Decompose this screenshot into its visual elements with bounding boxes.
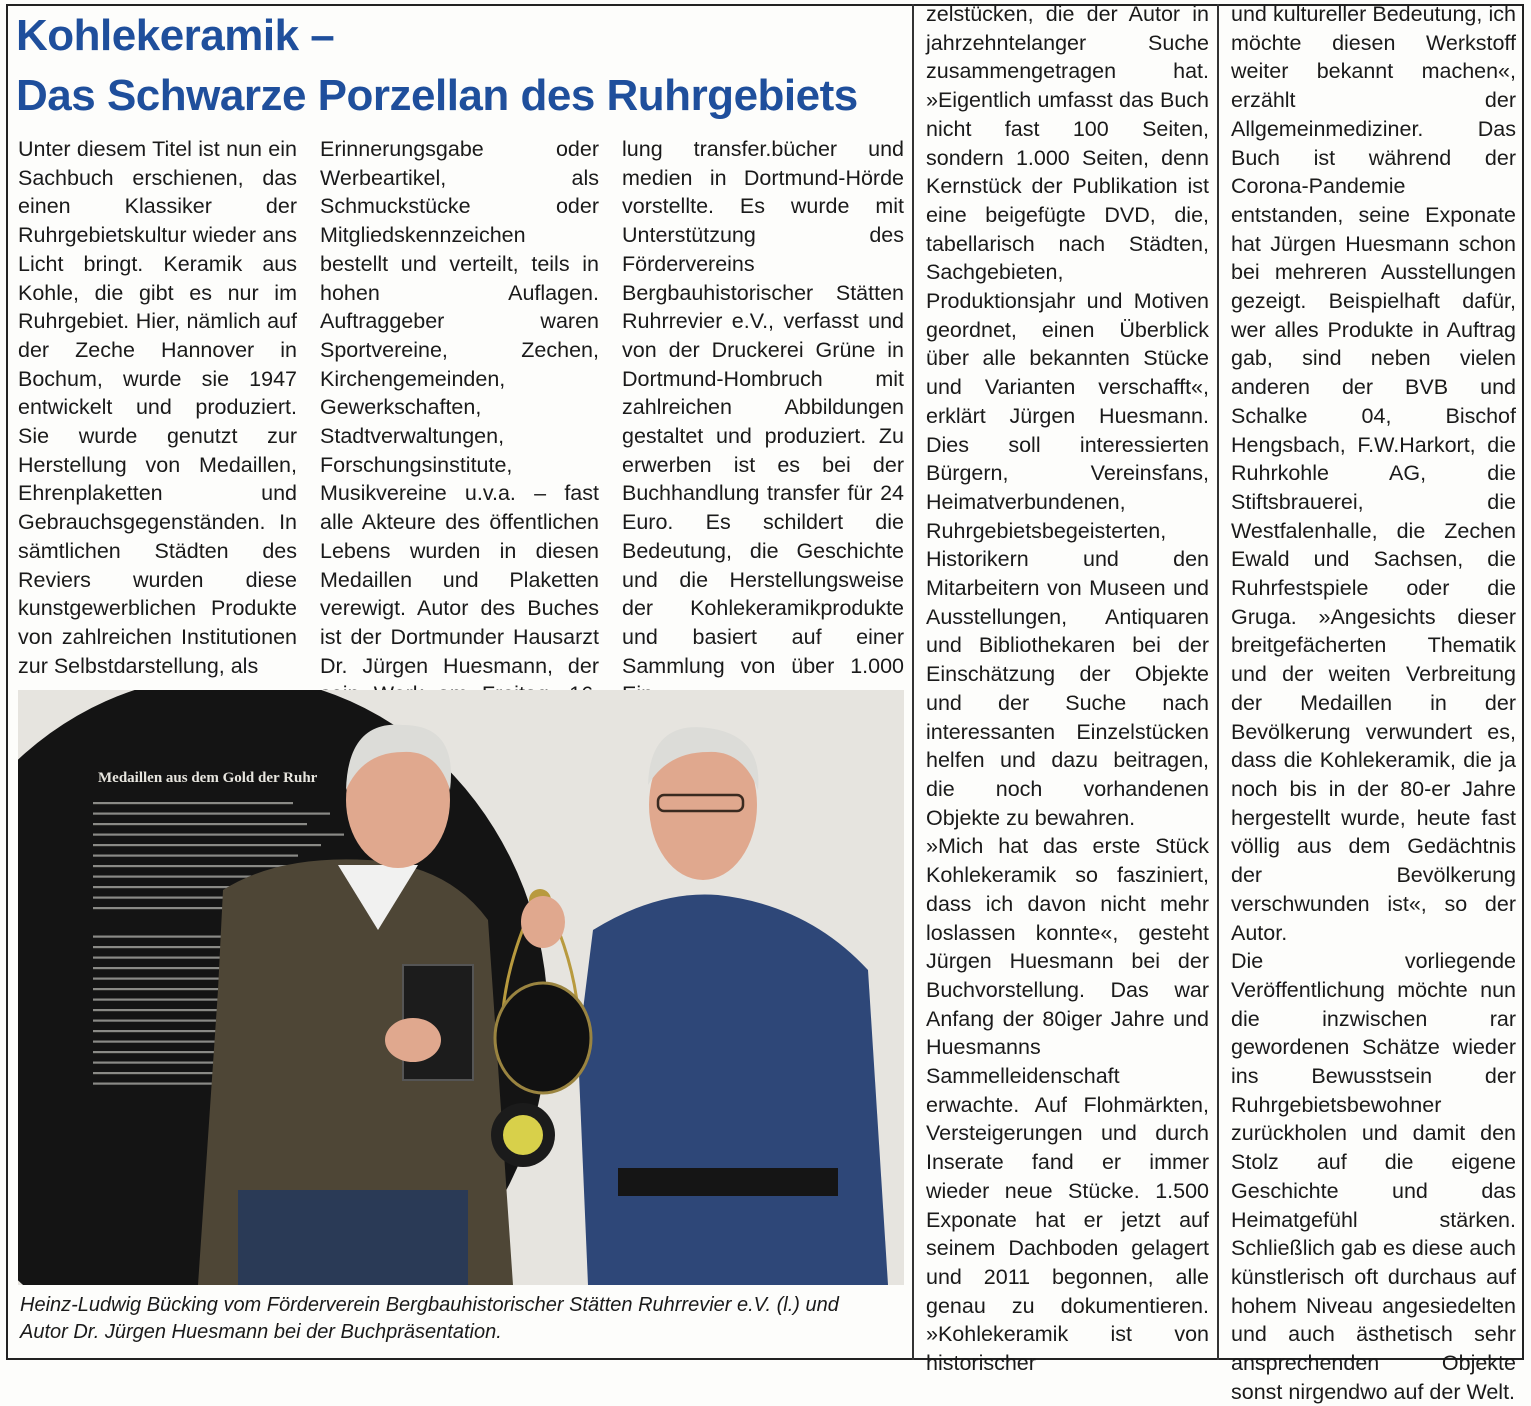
- medal: [495, 983, 591, 1093]
- caption-line-1: Heinz-Ludwig Bücking vom Förderverein Bergbauhistorischer Stätten Ruhrrevier e.V. (l.) und: [20, 1294, 839, 1316]
- right-man-body: [578, 894, 888, 1285]
- paragraph: und kultureller Bedeutung, ich möchte diesen Werkstoff weiter bekannt machen«, erzählt der Allgemeinmediziner. Das Buch ist während der Corona-Pandemie entstanden, seine Exponate hat Jürgen Huesmann schon bei mehreren Ausstellungen gezeigt. Beispielhaft dafür, wer alles Produkte in Auftrag gab, sind neben vielen anderen der BVB und Schalke 04, Bischof Hengsbach, F.W.Harkort, die Ruhrkohle AG, die Stiftsbrauerei, die Westfalenhalle, die Zechen Ewald und Sachsen, die Ruhrfestspiele oder die Gruga. »Angesichts dieser breitgefächerten Thematik und der weiten Verbreitung der Medaillen in der Bevölkerung verwundert es, dass die Kohlekeramik, die ja noch bis in der 80-er Jahre hergestellt wurde, heute fast völlig aus dem Gedächtnis der Bevölkerung verschwunden ist«, so der Autor.: [1231, 2, 1516, 945]
- logo-badge-center: [503, 1115, 543, 1155]
- board-text-line: [93, 813, 330, 815]
- photo-illustration: [18, 690, 904, 1285]
- board-text-line: [93, 834, 344, 836]
- board-title: Medaillen aus dem Gold der Ruhr: [98, 770, 318, 786]
- board-text-line: [93, 844, 321, 846]
- paragraph: lung transfer.bücher und medien in Dortmund-Hörde vorstellte. Es wurde mit Unterstützung des Fördervereins Bergbauhistorischer Stätten Ruhrrevier e.V., verfasst und von der Druckerei Grüne in Dortmund-Hombruch mit zahlreichen Abbildungen gestaltet und produziert. Zu erwerben ist es bei der Buchhandlung transfer für 24 Euro. Es schildert die Bedeutung, die Geschichte und die Herstellungsweise der Kohlekeramikprodukte und basiert auf einer Sammlung von über 1.000: [622, 137, 904, 678]
- paragraph: zelstücken, die der Autor in jahrzehntelanger Suche zusammengetragen hat. »Eigentlich umfasst das Buch nicht fast 100 Seiten, sondern 1.000 Seiten, denn Kernstück der Publikation ist eine beigefügte DVD, die, tabellarisch nach Städten, Sachgebieten, Produktionsjahr und Motiven geordnet, einen Überblick über alle bekannten Stücke und Varianten verschafft«, erklärt Jürgen Huesmann. Dies soll interessierten Bürgern, Vereinsfans, Heimatverbundenen, Ruhrgebietsbegeisterten, Historikern und den Mitarbeitern von Museen und Ausstellungen, Antiquaren und Bibliothekaren bei der Einschätzung der Objekte und der Suche nach interessanten Einzelstücken helfen und dazu beitragen, die noch vorhandenen Objekte zu bewahren.: [926, 2, 1209, 830]
- text-column-5: [1231, 0, 1516, 1406]
- text-column-2: [320, 135, 599, 738]
- board-text-line: [93, 855, 298, 857]
- article-photo: [18, 690, 904, 1285]
- paragraph: Erinnerungsgabe oder Werbeartikel, als Schmuckstücke oder Mitgliedskennzeichen bestellt und verteilt, teils in hohen Auflagen. Auftraggeber waren Sportvereine, Zechen, Kirchengemeinden, Gewerkschaften, Stadtverwaltungen, Forschungsinstitute, Musikvereine u.v.a. – fast alle Akteure des öffentlichen Lebens wurden in diesen Medaillen und Plaketten verewigt. Autor des Buches ist der Dortmunder Hausarzt Dr. Jürgen Huesmann, der: [320, 137, 599, 678]
- headline-line-2: Das Schwarze Porzellan des Ruhrgebiets: [16, 71, 858, 120]
- text-column-3: [622, 135, 904, 709]
- column-rule-right: [1217, 4, 1219, 1360]
- headline: [16, 6, 916, 126]
- paragraph: Unter diesem Titel ist nun ein Sachbuch erschienen, das einen Klassiker der Ruhrgebietskultur wieder ans Licht bringt. Keramik aus Kohle, die gibt es nur im Ruhrgebiet. Hier, nämlich auf der Zeche Hannover in Bochum, wurde sie 1947 entwickelt und produziert. Sie wurde genutzt zur Herstellung von Medaillen, Ehrenplaketten und Gebrauchsgegenständen. In sämtlichen Städten des Reviers wurden diese kunstgewerblichen Produkte von zahlreichen Institutionen zur Selbstdarstellung, als: [18, 137, 297, 678]
- paragraph: »Mich hat das erste Stück Kohlekeramik so fasziniert, dass ich davon nicht mehr loslassen konnte«, gesteht Jürgen Huesmann bei der Buchvorstellung. Das war Anfang der 80iger Jahre und Huesmanns Sammelleidenschaft erwachte. Auf Flohmärkten, Versteigerungen und durch Inserate fand er immer wieder neue Stücke. 1.500 Exponate hat er jetzt auf seinem Dachboden gelagert und 2011 begonnen, alle genau zu dokumentieren. »Kohlekeramik ist von historischer: [926, 834, 1209, 1376]
- left-man-hand: [385, 1018, 441, 1062]
- board-text-line: [93, 823, 307, 825]
- column-rule-mid: [912, 4, 914, 1360]
- left-man-jeans: [238, 1190, 468, 1285]
- board-text-line: [93, 802, 293, 804]
- paragraph: Die vorliegende Veröffentlichung möchte nun die inzwischen rar gewordenen Schätze wieder ins Bewusstsein der Ruhrgebietsbewohner zurückholen und damit den Stolz auf die eigene Geschichte und das Heimatgefühl stärken. Schließlich gab es diese auch künstlerisch oft durchaus auf hohem Niveau angesiedelten und auch ästhetisch sehr ansprechenden Objekte sonst nirgendwo auf der Welt.: [1231, 949, 1516, 1404]
- photo-caption: [20, 1292, 910, 1346]
- caption-line-2: Autor Dr. Jürgen Huesmann bei der Buchpräsentation.: [20, 1321, 502, 1343]
- right-man-hand: [521, 896, 565, 948]
- headline-line-1: Kohlekeramik –: [16, 11, 335, 60]
- text-column-4: [926, 0, 1209, 1378]
- right-man-belt: [618, 1168, 838, 1196]
- text-column-1: [18, 135, 297, 680]
